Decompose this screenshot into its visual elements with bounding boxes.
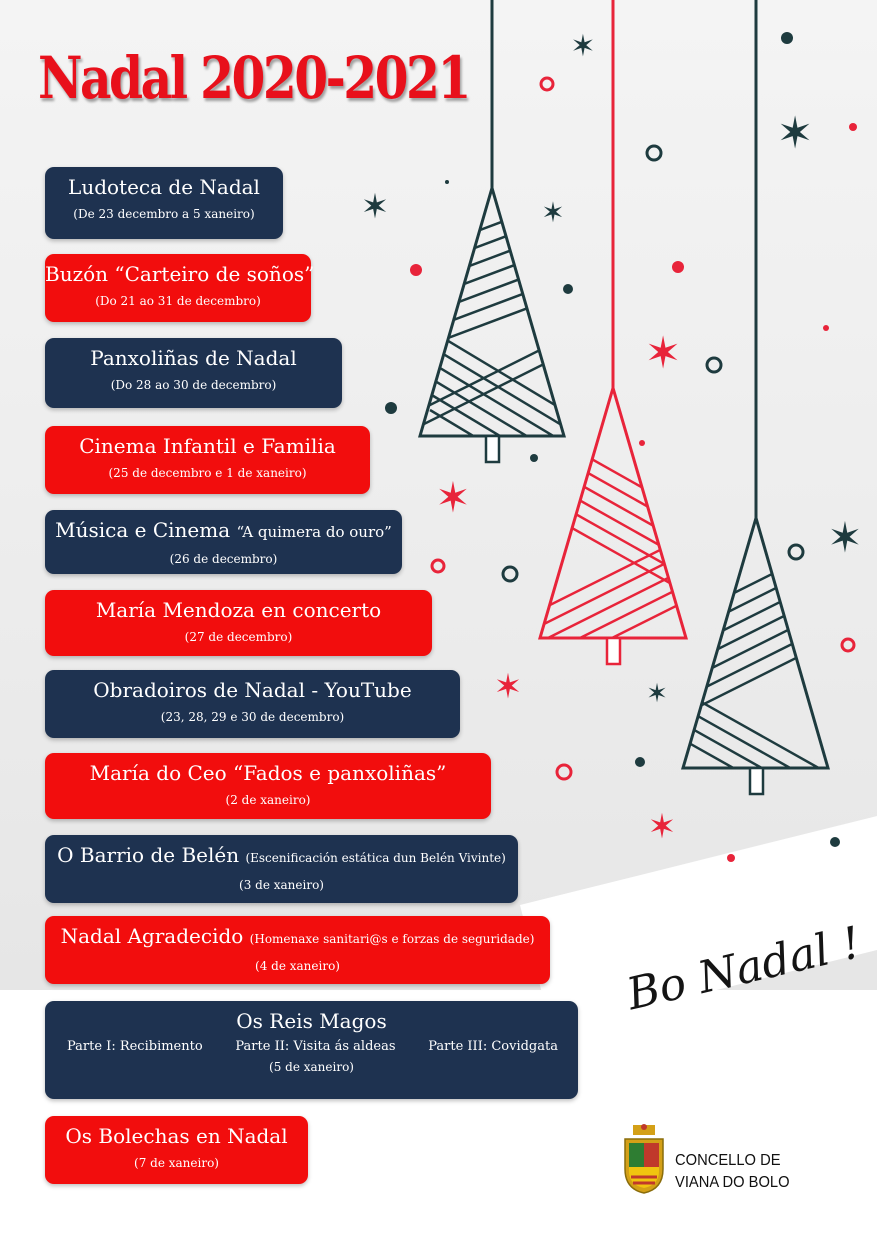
event-title: Ludoteca de Nadal xyxy=(68,175,260,199)
event-subtitle: “A quimera do ouro” xyxy=(236,523,392,541)
svg-text:✶: ✶ xyxy=(646,679,668,709)
event-dates: (26 de decembro) xyxy=(169,552,278,566)
event-title: O Barrio de Belén xyxy=(57,843,240,867)
svg-text:✶: ✶ xyxy=(644,328,682,379)
svg-text:✶: ✶ xyxy=(570,29,596,64)
event-title: Música e Cinema xyxy=(55,518,231,542)
svg-text:✶: ✶ xyxy=(435,473,471,522)
event-title: María Mendoza en concerto xyxy=(95,598,382,622)
event-dates: (Do 21 ao 31 de decembro) xyxy=(95,294,261,308)
event-title: María do Ceo “Fados e panxoliñas” xyxy=(89,761,447,785)
event-dates: (5 de xaneiro) xyxy=(269,1060,354,1074)
event-part: Parte III: Covidgata xyxy=(428,1039,558,1054)
svg-text:✶: ✶ xyxy=(827,513,863,562)
event-parts xyxy=(45,1033,578,1055)
christmas-tree-ornament-icon xyxy=(400,0,580,500)
page-title: Nadal 2020-2021 xyxy=(38,44,469,112)
christmas-tree-ornament-icon xyxy=(680,0,840,828)
event-dates: (7 de xaneiro) xyxy=(134,1156,219,1170)
event-dates: (4 de xaneiro) xyxy=(255,959,340,973)
municipality-logo-text xyxy=(675,1150,790,1194)
svg-text:✶: ✶ xyxy=(541,196,565,229)
event-dates: (27 de decembro) xyxy=(184,630,293,644)
event-title: Os Reis Magos xyxy=(236,1009,387,1033)
svg-text:✶: ✶ xyxy=(776,108,814,159)
event-part: Parte II: Visita ás aldeas xyxy=(235,1039,396,1054)
event-title: Nadal Agradecido xyxy=(60,924,244,948)
event-dates: (2 de xaneiro) xyxy=(225,793,311,807)
event-part: Parte I: Recibimento xyxy=(67,1039,203,1054)
event-title: Cinema Infantil e Familia xyxy=(79,434,336,458)
event-title: Buzón “Carteiro de soños” xyxy=(45,262,315,286)
event-title: Panxoliñas de Nadal xyxy=(90,346,297,370)
svg-text:✶: ✶ xyxy=(493,667,523,707)
event-subtitle: (Escenificación estática dun Belén Vivinte) xyxy=(245,851,506,865)
event-dates: (De 23 decembro a 5 xaneiro) xyxy=(73,207,255,221)
event-subtitle: (Homenaxe sanitari@s e forzas de seguridade) xyxy=(249,932,535,946)
event-dates: (23, 28, 29 e 30 de decembro) xyxy=(160,710,345,724)
event-dates: (3 de xaneiro) xyxy=(239,878,324,892)
logo-line-2: VIANA DO BOLO xyxy=(675,1174,790,1191)
svg-text:✶: ✶ xyxy=(647,807,677,847)
event-dates: (Do 28 ao 30 de decembro) xyxy=(110,378,277,392)
svg-text:✶: ✶ xyxy=(360,187,390,227)
event-dates: (25 de decembro e 1 de xaneiro) xyxy=(108,466,307,480)
event-reis-magos xyxy=(45,1001,578,1099)
event-bolechas xyxy=(45,1116,308,1184)
coat-of-arms-icon xyxy=(621,1123,667,1195)
event-title: Os Bolechas en Nadal xyxy=(65,1124,288,1148)
logo-line-1: CONCELLO DE xyxy=(675,1152,781,1169)
event-title: Obradoiros de Nadal - YouTube xyxy=(93,678,412,702)
greeting-signature: Bo Nadal ! xyxy=(622,917,866,1021)
